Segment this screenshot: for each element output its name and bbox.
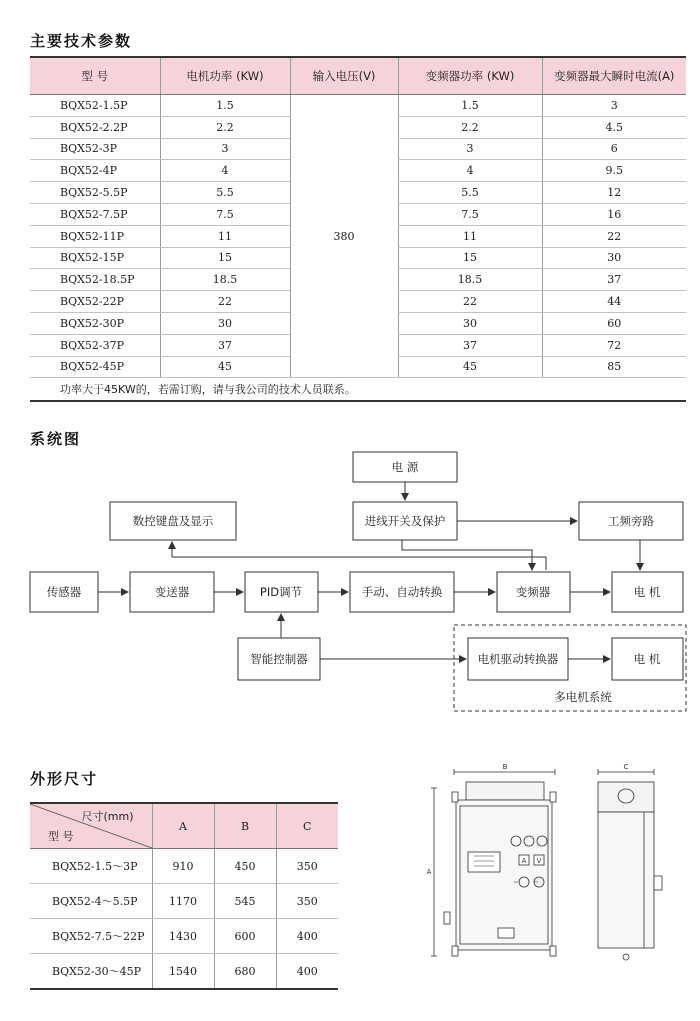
cell-model: BQX52-45P xyxy=(30,356,160,378)
label-drive-switch: 电机驱动转换器 xyxy=(477,652,559,666)
cell-model: BQX52-22P xyxy=(30,291,160,313)
cell-motor-power: 1.5 xyxy=(160,95,290,117)
cell-model: BQX52-30P xyxy=(30,312,160,334)
system-section-title: 系统图 xyxy=(30,430,82,448)
front-body xyxy=(456,800,552,950)
cell-model: BQX52-30～45P xyxy=(30,954,152,990)
header-dim-c: C xyxy=(276,803,338,849)
cell-max-current: 16 xyxy=(542,203,686,225)
cell-motor-power: 3 xyxy=(160,138,290,160)
cell-model: BQX52-37P xyxy=(30,334,160,356)
header-max-current: 变频器最大瞬时电流(A) xyxy=(542,57,686,95)
label-breaker: 进线开关及保护 xyxy=(364,514,446,528)
dimension-table-body xyxy=(30,849,338,990)
cell-inverter-power: 2.2 xyxy=(398,116,542,138)
cell-motor-power: 22 xyxy=(160,291,290,313)
table-row xyxy=(30,884,338,919)
label-sensor: 传感器 xyxy=(46,585,82,599)
cell-dim-c: 350 xyxy=(276,849,338,884)
cell-max-current: 44 xyxy=(542,291,686,313)
label-motor-2: 电 机 xyxy=(633,652,661,666)
note-row xyxy=(30,378,686,402)
cell-model: BQX52-7.5～22P xyxy=(30,919,152,954)
cell-max-current: 30 xyxy=(542,247,686,269)
cell-dim-b: 450 xyxy=(214,849,276,884)
cell-max-current: 37 xyxy=(542,269,686,291)
cell-max-current: 4.5 xyxy=(542,116,686,138)
header-dim-b: B xyxy=(214,803,276,849)
side-top-cover xyxy=(598,782,654,812)
cell-motor-power: 5.5 xyxy=(160,182,290,204)
cell-inverter-power: 37 xyxy=(398,334,542,356)
drawing-label-c: C xyxy=(623,763,629,771)
cell-model: BQX52-7.5P xyxy=(30,203,160,225)
cell-motor-power: 18.5 xyxy=(160,269,290,291)
cell-model: BQX52-11P xyxy=(30,225,160,247)
cell-dim-b: 680 xyxy=(214,954,276,990)
cell-model: BQX52-1.5～3P xyxy=(30,849,152,884)
cell-motor-power: 30 xyxy=(160,312,290,334)
cell-dim-a: 910 xyxy=(152,849,214,884)
cell-dim-c: 400 xyxy=(276,919,338,954)
label-bypass: 工频旁路 xyxy=(608,514,654,528)
cell-max-current: 72 xyxy=(542,334,686,356)
cell-max-current: 9.5 xyxy=(542,160,686,182)
cell-inverter-power: 7.5 xyxy=(398,203,542,225)
cell-motor-power: 37 xyxy=(160,334,290,356)
side-gland xyxy=(654,876,662,890)
cell-dim-a: 1430 xyxy=(152,919,214,954)
cell-inverter-power: 3 xyxy=(398,138,542,160)
cell-model: BQX52-4～5.5P xyxy=(30,884,152,919)
header-inverter-power: 变频器功率 (KW) xyxy=(398,57,542,95)
side-drain xyxy=(623,954,629,960)
cell-input-voltage: 380 xyxy=(290,95,398,378)
cell-inverter-power: 18.5 xyxy=(398,269,542,291)
enclosure-drawing xyxy=(420,760,690,970)
cell-max-current: 85 xyxy=(542,356,686,378)
cell-max-current: 22 xyxy=(542,225,686,247)
table-row xyxy=(30,95,686,117)
header-input-voltage: 输入电压(V) xyxy=(290,57,398,95)
side-body xyxy=(598,812,654,948)
cell-dim-a: 1170 xyxy=(152,884,214,919)
spec-table xyxy=(30,56,686,402)
label-multi-motor: 多电机系统 xyxy=(554,690,612,704)
cell-dim-b: 545 xyxy=(214,884,276,919)
cell-dim-b: 600 xyxy=(214,919,276,954)
label-inverter: 变频器 xyxy=(515,585,551,599)
cell-model: BQX52-2.2P xyxy=(30,116,160,138)
cell-motor-power: 45 xyxy=(160,356,290,378)
cell-model: BQX52-5.5P xyxy=(30,182,160,204)
nameplate xyxy=(498,928,514,938)
cell-motor-power: 15 xyxy=(160,247,290,269)
cell-motor-power: 2.2 xyxy=(160,116,290,138)
voltmeter-label: V xyxy=(536,857,542,865)
drawing-label-b: B xyxy=(502,763,508,771)
corner-size-label: 尺寸(mm) xyxy=(81,810,134,823)
table-row xyxy=(30,849,338,884)
cell-max-current: 60 xyxy=(542,312,686,334)
arrow-inverter-to-keypad xyxy=(172,542,546,570)
label-power-supply: 电 源 xyxy=(391,460,419,474)
label-smart-controller: 智能控制器 xyxy=(250,652,308,666)
dimension-table xyxy=(30,802,338,990)
cell-inverter-power: 15 xyxy=(398,247,542,269)
cell-inverter-power: 5.5 xyxy=(398,182,542,204)
cell-dim-a: 1540 xyxy=(152,954,214,990)
table-row xyxy=(30,919,338,954)
cell-inverter-power: 45 xyxy=(398,356,542,378)
corner-model-label: 型 号 xyxy=(48,830,74,843)
drawing-label-a: A xyxy=(426,868,432,876)
header-model: 型 号 xyxy=(30,57,160,95)
dimension-section-title: 外形尺寸 xyxy=(30,770,99,788)
header-motor-power: 电机功率 (KW) xyxy=(160,57,290,95)
spec-section-title: 主要技术参数 xyxy=(30,32,133,50)
keypad-panel xyxy=(468,852,500,872)
spec-table-body xyxy=(30,95,686,402)
cell-max-current: 3 xyxy=(542,95,686,117)
front-top-cover xyxy=(466,782,544,800)
cell-inverter-power: 30 xyxy=(398,312,542,334)
cell-inverter-power: 4 xyxy=(398,160,542,182)
cell-motor-power: 7.5 xyxy=(160,203,290,225)
cell-model: BQX52-1.5P xyxy=(30,95,160,117)
cell-dim-c: 350 xyxy=(276,884,338,919)
cell-inverter-power: 11 xyxy=(398,225,542,247)
cell-model: BQX52-4P xyxy=(30,160,160,182)
label-pid: PID调节 xyxy=(259,585,303,599)
cell-max-current: 6 xyxy=(542,138,686,160)
cell-inverter-power: 1.5 xyxy=(398,95,542,117)
cell-model: BQX52-3P xyxy=(30,138,160,160)
spec-header-row xyxy=(30,57,686,95)
cell-model: BQX52-18.5P xyxy=(30,269,160,291)
spec-note: 功率大于45KW的，若需订购，请与我公司的技术人员联系。 xyxy=(30,378,686,402)
system-diagram xyxy=(0,440,700,720)
label-manual-auto: 手动、自动转换 xyxy=(361,585,443,599)
cell-motor-power: 4 xyxy=(160,160,290,182)
cell-dim-c: 400 xyxy=(276,954,338,990)
header-dim-a: A xyxy=(152,803,214,849)
cell-max-current: 12 xyxy=(542,182,686,204)
table-row xyxy=(30,954,338,990)
label-motor-1: 电 机 xyxy=(633,585,661,599)
cell-motor-power: 11 xyxy=(160,225,290,247)
arrow-breaker-to-inverter xyxy=(402,540,532,570)
label-keypad-display: 数控键盘及显示 xyxy=(132,514,214,528)
ammeter-label: A xyxy=(521,857,527,865)
dimension-header-row xyxy=(30,803,338,849)
cell-model: BQX52-15P xyxy=(30,247,160,269)
cell-inverter-power: 22 xyxy=(398,291,542,313)
dimension-corner-header xyxy=(30,803,152,849)
label-transmitter: 变送器 xyxy=(154,585,190,599)
